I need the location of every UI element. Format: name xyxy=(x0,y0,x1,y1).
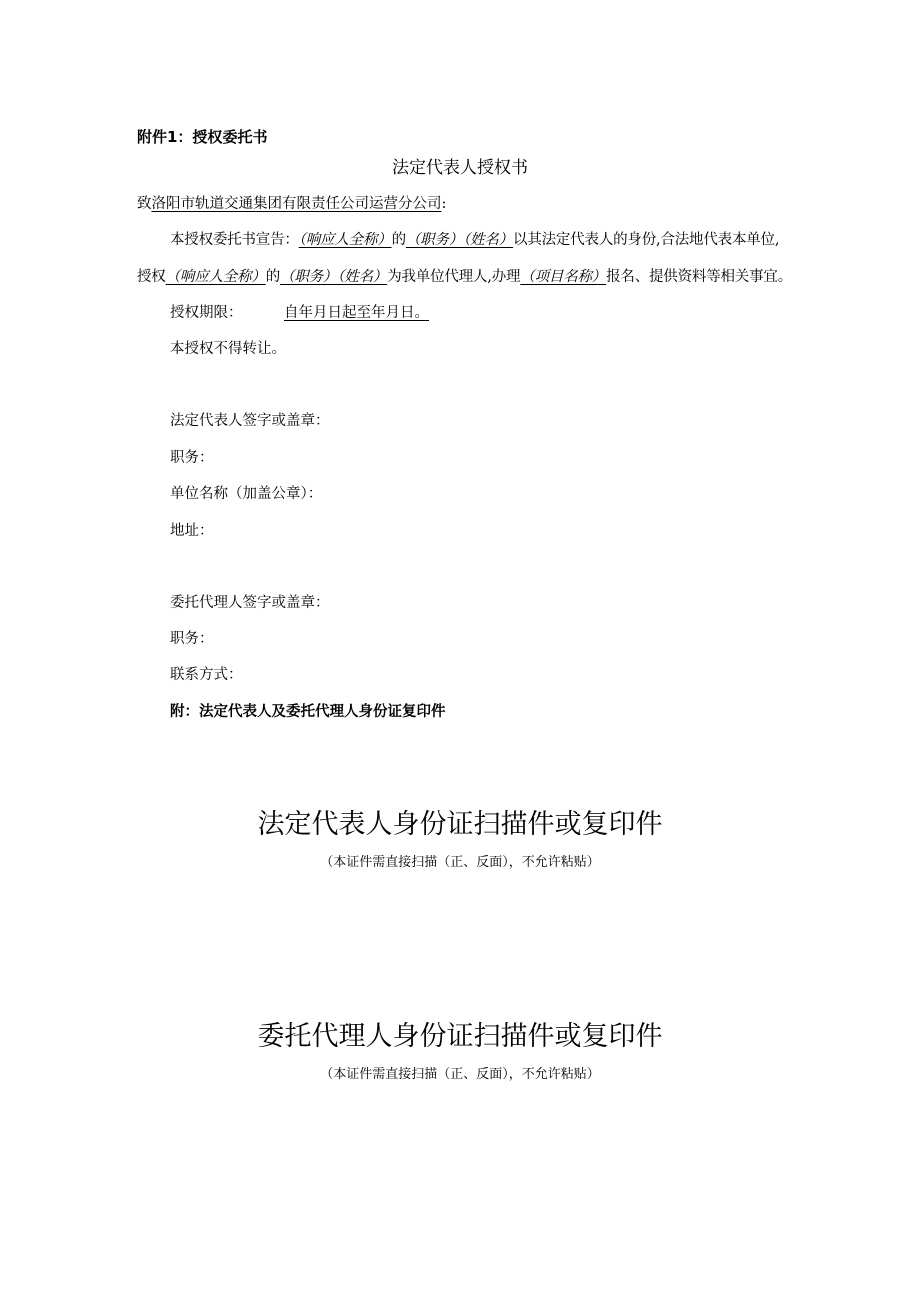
recipient-company: 洛阳市轨道交通集团有限责任公司运营分公司 xyxy=(151,196,442,212)
declaration-line-1 xyxy=(170,233,779,248)
document-title: 法定代表人授权书 xyxy=(392,158,528,178)
address-label: 地址： xyxy=(170,523,214,539)
agent-position-label: 职务： xyxy=(170,631,214,647)
term-label: 授权期限： xyxy=(170,305,243,321)
position-name-field: （职务）（姓名） xyxy=(405,232,514,248)
declaration-tail: 以其法定代表人的身份,合法地代表本单位, xyxy=(513,232,780,248)
project-name-field: （项目名称） xyxy=(520,269,607,285)
non-transferable-note: 本授权不得转让。 xyxy=(170,341,286,357)
authorize-lead: 授权 xyxy=(137,269,166,285)
unit-name-label: 单位名称（加盖公章）： xyxy=(170,486,323,502)
declaration-line-2 xyxy=(137,270,792,285)
recipient-line xyxy=(137,197,446,212)
attachment-label: 附件1：授权委托书 xyxy=(137,128,268,146)
appendix-note: 附：法定代表人及委托代理人身份证复印件 xyxy=(170,704,446,720)
position-name-field-2: （职务）（姓名） xyxy=(280,269,388,285)
agent-text: 为我单位代理人,办理 xyxy=(387,269,521,285)
legal-rep-signature-label: 法定代表人签字或盖章： xyxy=(170,413,330,429)
agent-id-note: （本证件需直接扫描（正、反面），不允许粘贴） xyxy=(320,1067,600,1082)
of-text-2: 的 xyxy=(265,269,281,285)
respondent-name-field-2: （响应人全称） xyxy=(165,269,266,285)
recipient-suffix: : xyxy=(441,196,447,212)
agent-id-title: 委托代理人身份证扫描件或复印件 xyxy=(257,1021,663,1052)
respondent-name-field: （响应人全称） xyxy=(298,232,392,248)
recipient-prefix: 致 xyxy=(137,196,152,212)
legal-rep-id-note: （本证件需直接扫描（正、反面），不允许粘贴） xyxy=(320,855,600,870)
contact-label: 联系方式： xyxy=(170,667,243,683)
legal-rep-position-label: 职务： xyxy=(170,450,214,466)
term-value: 自年月日起至年月日。 xyxy=(284,305,429,321)
agent-signature-label: 委托代理人签字或盖章： xyxy=(170,595,330,611)
of-text: 的 xyxy=(391,232,406,248)
matters-text: 报名、提供资料等相关事宜。 xyxy=(606,269,793,285)
legal-rep-id-title: 法定代表人身份证扫描件或复印件 xyxy=(257,809,663,840)
declaration-lead: 本授权委托书宣告： xyxy=(170,232,299,248)
